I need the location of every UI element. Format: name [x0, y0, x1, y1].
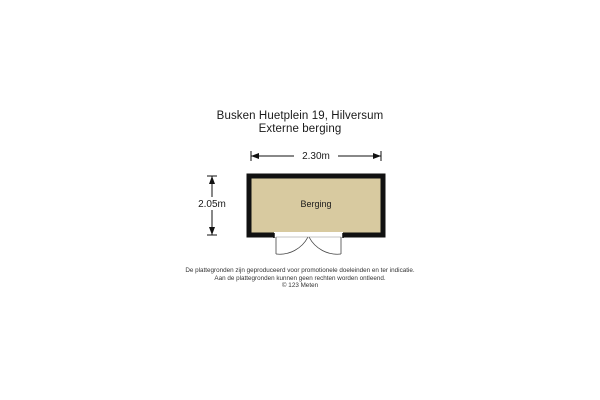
double-door-icon	[276, 237, 341, 254]
width-label: 2.30m	[302, 151, 330, 162]
depth-dimension	[192, 176, 232, 235]
room	[249, 176, 383, 239]
plan-subtitle: Externe berging	[258, 123, 342, 135]
door-opening	[274, 232, 343, 239]
width-dimension	[251, 149, 381, 162]
disclaimer-line-1: De plattegronden zijn geproduceerd voor promotionele doeleinden en ter indicatie.	[185, 267, 415, 274]
room-label: Berging	[300, 199, 332, 209]
disclaimer-line-2: Aan de plattegronden kunnen geen rechten worden ontleend.	[214, 275, 386, 282]
depth-label: 2.05m	[198, 199, 226, 210]
copyright-line: © 123 Meten	[281, 282, 319, 289]
address-title: Busken Huetplein 19, Hilversum	[216, 110, 384, 122]
